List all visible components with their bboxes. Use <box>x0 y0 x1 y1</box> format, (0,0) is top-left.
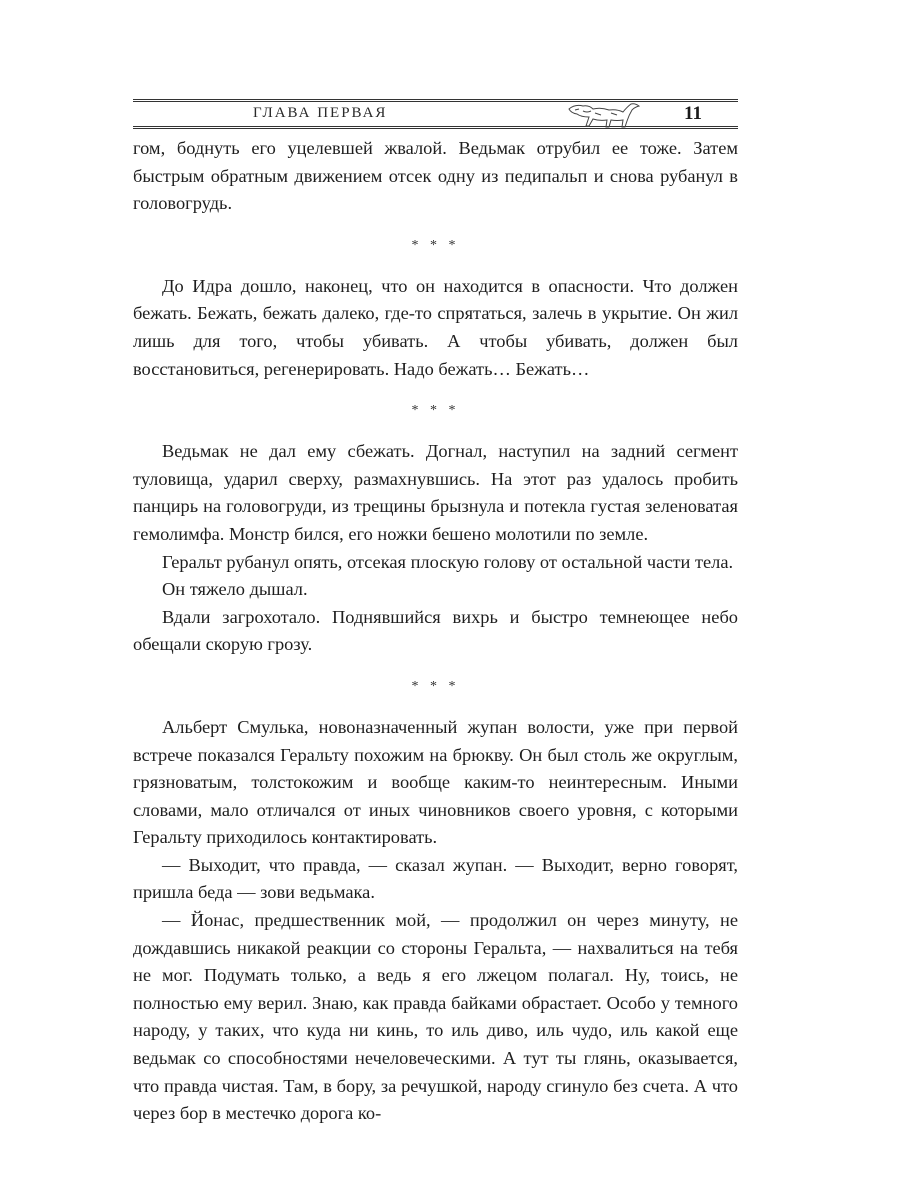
book-page <box>133 99 738 1128</box>
dialogue-paragraph: — Выходит, что правда, — сказал жупан. — Выходит, верно говорят, пришла беда — зови ведьмака. <box>133 854 738 903</box>
paragraph: гом, боднуть его уцелевшей жвалой. Ведьмак отрубил ее тоже. Затем быстрым обратным движением отсек одну из педипальп и снова рубанул в головогрудь. <box>133 138 738 214</box>
running-head <box>133 99 738 129</box>
paragraph: Альберт Смулька, новоназначенный жупан волости, уже при первой встрече показался Геральту похожим на брюкву. Он был столь же округлым, грязноватым, толстокожим и вообще каким-то неинтересным. Иными словами, мало отличался от иных чиновников своего уровня, с которыми Геральту приходилось контактировать. <box>133 716 738 848</box>
page-number: 11 <box>684 103 702 124</box>
paragraph: Вдали загрохотало. Поднявшийся вихрь и быстро темнеющее небо обещали скорую грозу. <box>133 606 738 655</box>
paragraph: Он тяжело дышал. <box>162 579 308 600</box>
section-separator: * * * <box>411 403 460 419</box>
paragraph: Ведьмак не дал ему сбежать. Догнал, наступил на задний сегмент туловища, ударил сверху, размахнувшись. На этот раз удалось пробить панцирь на головогруди, из трещины брызнула и потекла густая зеленоватая гемолимфа. Монстр бился, его ножки бешено молотили по земле. <box>133 441 738 544</box>
chapter-title: ГЛАВА ПЕРВАЯ <box>253 105 388 121</box>
paragraph: До Идра дошло, наконец, что он находится в опасности. Что должен бежать. Бежать, бежать далеко, где-то спрятаться, залечь в укрытие. Он жил лишь для того, чтобы убивать. А чтобы убивать, должен был восстановиться, регенерировать. Надо бежать… Бежать… <box>133 275 738 379</box>
paragraph: Геральт рубанул опять, отсекая плоскую голову от остальной части тела. <box>162 551 734 572</box>
dialogue-paragraph: — Йонас, предшественник мой, — продолжил он через минуту, не дождавшись никакой реакции со стороны Геральта, — нахвалиться на тебя не мог. Подумать только, а ведь я его лжецом полагал. Ну, тоись, не полностью ему верил. Знаю, как правда байками обрастает. Особо у темного народу, у таких, что куда ни кинь, то иль диво, иль чудо, иль какой еще ведьмак со способностями нечеловеческими. А тут ты глянь, оказывается, что правда чистая. Там, в бору, за речушкой, народу сгинуло без счета. А что через бор в местечко дорога ко- <box>133 910 738 1124</box>
body-text <box>133 135 738 1128</box>
section-separator: * * * <box>411 678 460 694</box>
wolf-icon <box>565 101 645 129</box>
section-separator: * * * <box>411 237 460 253</box>
